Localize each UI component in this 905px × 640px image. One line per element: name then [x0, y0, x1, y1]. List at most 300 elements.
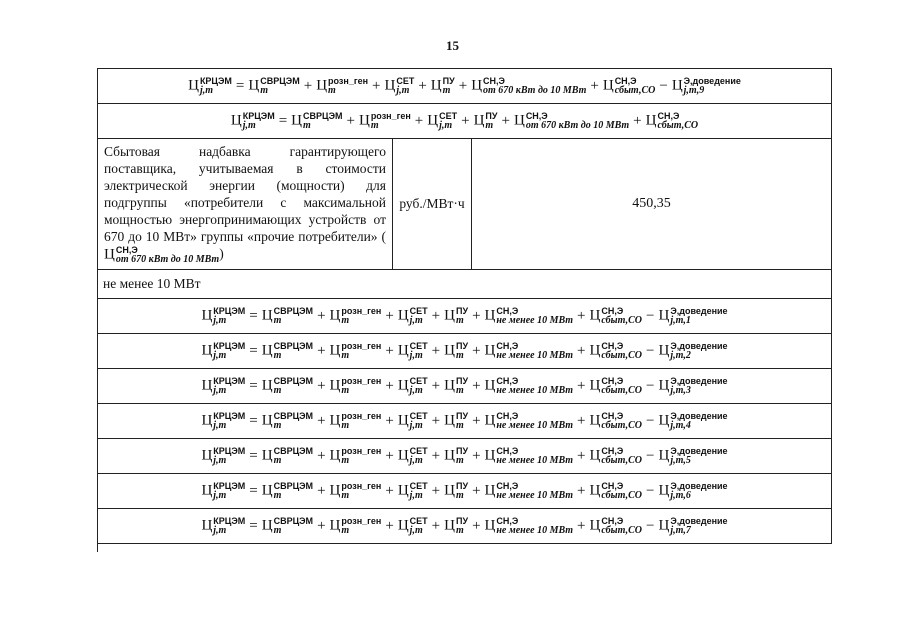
symbol-letter: Ц: [261, 342, 273, 359]
price-symbol: [485, 341, 574, 361]
subscript: сбыт,СО: [601, 420, 643, 431]
symbol-letter: Ц: [329, 412, 341, 429]
price-symbol: [444, 306, 468, 326]
symbol-scripts: [483, 76, 586, 96]
superscript: СЕТ: [439, 111, 458, 121]
symbol-letter: Ц: [444, 482, 455, 499]
formula: [188, 76, 741, 96]
symbol-scripts: [274, 516, 313, 536]
symbol-scripts: [396, 76, 414, 96]
superscript: ПУ: [455, 481, 469, 491]
symbol-scripts: [657, 111, 698, 131]
subscript: не менее 10 МВт: [496, 350, 574, 361]
operator: +: [385, 307, 394, 324]
symbol-scripts: [496, 341, 573, 361]
price-symbol: [603, 76, 656, 96]
operator: +: [414, 112, 424, 129]
price-symbol: [485, 516, 574, 536]
subscript: j,m: [409, 350, 423, 361]
operator: +: [317, 447, 326, 464]
operator: +: [372, 77, 381, 94]
table-row: [98, 104, 832, 139]
formula-cell: [98, 404, 832, 439]
symbol-scripts: [213, 341, 245, 361]
subscript: m: [455, 525, 464, 536]
superscript: СЕТ: [409, 446, 428, 456]
superscript: КРЦЭМ: [213, 306, 246, 316]
table-row: [98, 299, 832, 334]
superscript: КРЦЭМ: [242, 111, 275, 121]
subscript: не менее 10 МВт: [496, 490, 574, 501]
symbol-letter: Ц: [261, 307, 273, 324]
symbol-scripts: [328, 76, 368, 96]
price-symbol: [398, 446, 428, 466]
symbol-scripts: [371, 111, 411, 131]
price-symbol: [330, 341, 382, 361]
subscript: j,m: [213, 385, 227, 396]
symbol-letter: Ц: [397, 342, 409, 359]
subscript: от 670 кВт до 10 МВт: [525, 120, 630, 131]
superscript: Э,доведение: [670, 446, 728, 456]
superscript: СН,Э: [601, 516, 624, 526]
subscript: j,m: [213, 455, 227, 466]
price-symbol: [427, 111, 457, 131]
operator: +: [317, 412, 326, 429]
superscript: СН,Э: [614, 76, 637, 86]
subscript: m: [455, 315, 464, 326]
superscript: КРЦЭМ: [213, 446, 246, 456]
symbol-letter: Ц: [484, 517, 496, 534]
symbol-scripts: [456, 411, 468, 431]
operator: +: [577, 377, 586, 394]
superscript: Э,доведение: [670, 306, 728, 316]
table-row: [98, 439, 832, 474]
operator: +: [472, 482, 481, 499]
operator: +: [431, 342, 441, 359]
price-symbol: [330, 446, 382, 466]
price-symbol: [658, 481, 727, 501]
description-cell: [98, 139, 393, 270]
superscript: СВРЦЭМ: [273, 341, 314, 351]
symbol-letter: Ц: [397, 517, 409, 534]
price-symbol: [646, 111, 699, 131]
symbol-scripts: [213, 446, 245, 466]
symbol-letter: Ц: [248, 77, 260, 94]
subscript: m: [455, 350, 464, 361]
symbol-scripts: [496, 516, 573, 536]
operator: +: [385, 482, 394, 499]
formula-cell: [98, 69, 832, 104]
operator: +: [472, 307, 481, 324]
operator: −: [646, 517, 655, 534]
symbol-scripts: [303, 111, 342, 131]
symbol-letter: Ц: [658, 307, 670, 324]
superscript: СЕТ: [409, 516, 428, 526]
superscript: ПУ: [455, 376, 469, 386]
symbol-scripts: [601, 481, 642, 501]
symbol-letter: Ц: [471, 77, 483, 94]
price-symbol: [262, 446, 313, 466]
price-symbol: [384, 76, 414, 96]
symbol-scripts: [341, 481, 381, 501]
operator: +: [385, 447, 394, 464]
operator: +: [346, 112, 355, 129]
operator: −: [646, 377, 655, 394]
price-symbol: [262, 341, 313, 361]
superscript: СВРЦЭМ: [273, 376, 314, 386]
symbol-letter: Ц: [444, 447, 455, 464]
subscript: не менее 10 МВт: [496, 420, 574, 431]
symbol-letter: Ц: [329, 517, 341, 534]
superscript: КРЦЭМ: [199, 76, 232, 86]
symbol-letter: Ц: [397, 377, 409, 394]
subscript: m: [273, 420, 282, 431]
superscript: СН,Э: [496, 306, 519, 316]
symbol-letter: Ц: [397, 482, 409, 499]
price-symbol: [316, 76, 368, 96]
operator: +: [458, 77, 468, 94]
symbol-scripts: [200, 76, 232, 96]
price-symbol: [514, 111, 629, 131]
subscript: j,m: [409, 455, 423, 466]
subscript: m: [273, 385, 282, 396]
subscript: m: [341, 315, 350, 326]
operator: +: [472, 447, 481, 464]
symbol-letter: Ц: [589, 447, 601, 464]
price-symbol: [444, 376, 468, 396]
table-row: [98, 369, 832, 404]
superscript: СВРЦЭМ: [273, 306, 314, 316]
symbol-letter: Ц: [430, 77, 442, 94]
symbol-letter: Ц: [397, 307, 409, 324]
symbol-scripts: [410, 306, 428, 326]
price-symbol: [444, 481, 468, 501]
superscript: СВРЦЭМ: [273, 411, 314, 421]
price-symbol: [431, 76, 455, 96]
operator: +: [633, 112, 642, 129]
price-symbol: [474, 111, 498, 131]
subscript: m: [455, 385, 464, 396]
superscript: СН,Э: [601, 306, 624, 316]
formula-cell: [98, 299, 832, 334]
symbol-scripts: [615, 76, 656, 96]
subscript: не менее 10 МВт: [496, 315, 574, 326]
symbol-letter: Ц: [261, 517, 273, 534]
subscript: m: [341, 385, 350, 396]
subscript: m: [341, 490, 350, 501]
operator: +: [431, 307, 441, 324]
superscript: СЕТ: [409, 481, 428, 491]
subscript: m: [273, 455, 282, 466]
symbol-letter: Ц: [602, 77, 614, 94]
operator: +: [385, 377, 394, 394]
price-symbol: [188, 76, 232, 96]
operator: +: [317, 482, 326, 499]
symbol-scripts: [601, 516, 642, 536]
superscript: ПУ: [455, 306, 469, 316]
symbol-letter: Ц: [329, 447, 341, 464]
subscript: m: [455, 420, 464, 431]
subscript: сбыт,СО: [601, 350, 643, 361]
superscript: СН,Э: [601, 411, 624, 421]
subscript: j,m,1: [670, 315, 691, 326]
symbol-letter: Ц: [658, 377, 670, 394]
superscript: СН,Э: [657, 111, 680, 121]
symbol-letter: Ц: [645, 112, 657, 129]
subscript: сбыт,СО: [601, 385, 643, 396]
symbol-letter: Ц: [589, 482, 601, 499]
symbol-letter: Ц: [427, 112, 439, 129]
superscript: СЕТ: [409, 341, 428, 351]
price-symbol: [485, 306, 574, 326]
symbol-letter: Ц: [444, 412, 455, 429]
symbol-letter: Ц: [589, 517, 601, 534]
price-symbol: [398, 411, 428, 431]
superscript: КРЦЭМ: [213, 376, 246, 386]
superscript: розн_ген: [328, 76, 369, 86]
symbol-scripts: [274, 481, 313, 501]
symbol-scripts: [601, 341, 642, 361]
price-symbol: [398, 481, 428, 501]
symbol-letter: Ц: [188, 77, 199, 94]
subscript: m: [485, 120, 494, 131]
symbol-scripts: [341, 341, 381, 361]
symbol-scripts: [456, 516, 468, 536]
subscript: сбыт,СО: [657, 120, 699, 131]
price-symbol: [485, 446, 574, 466]
superscript: розн_ген: [341, 306, 382, 316]
symbol-scripts: [341, 446, 381, 466]
symbol-letter: Ц: [261, 377, 273, 394]
symbol-letter: Ц: [671, 77, 683, 94]
superscript: розн_ген: [341, 411, 382, 421]
symbol-letter: Ц: [658, 412, 670, 429]
symbol-letter: Ц: [513, 112, 525, 129]
symbol-letter: Ц: [658, 482, 670, 499]
subscript: j,m: [409, 490, 423, 501]
symbol-scripts: [213, 376, 245, 396]
symbol-letter: Ц: [291, 112, 303, 129]
superscript: Э,доведение: [670, 411, 728, 421]
operator: +: [431, 482, 441, 499]
symbol-letter: Ц: [329, 342, 341, 359]
superscript: розн_ген: [341, 341, 382, 351]
superscript: ПУ: [442, 76, 455, 86]
price-symbol: [444, 341, 468, 361]
symbol-scripts: [684, 76, 741, 96]
symbol-letter: Ц: [261, 412, 273, 429]
price-symbol: [248, 76, 299, 96]
formula-cell: [98, 474, 832, 509]
symbol-letter: Ц: [658, 342, 670, 359]
symbol-letter: Ц: [658, 447, 670, 464]
price-symbol: [330, 306, 382, 326]
symbol-letter: Ц: [444, 377, 455, 394]
operator: +: [590, 77, 599, 94]
operator: +: [418, 77, 427, 94]
subscript: j,m: [409, 420, 423, 431]
symbol-scripts: [243, 111, 275, 131]
formula-cell: [98, 439, 832, 474]
symbol-scripts: [341, 306, 381, 326]
operator: −: [646, 412, 655, 429]
subscript: m: [455, 455, 464, 466]
formula: [201, 481, 727, 501]
symbol-letter: Ц: [397, 412, 409, 429]
price-symbol: [590, 446, 643, 466]
symbol-scripts: [601, 411, 642, 431]
operator: =: [249, 517, 258, 534]
symbol-letter: Ц: [589, 412, 601, 429]
symbol-letter: Ц: [484, 412, 496, 429]
price-symbol: [291, 111, 342, 131]
superscript: Э,доведение: [670, 341, 728, 351]
subscript: сбыт,СО: [601, 525, 643, 536]
superscript: СН,Э: [601, 341, 624, 351]
superscript: КРЦЭМ: [213, 481, 246, 491]
superscript: КРЦЭМ: [213, 411, 246, 421]
superscript: СН,Э: [496, 341, 519, 351]
price-symbol: [590, 411, 643, 431]
price-symbol: [658, 516, 727, 536]
price-symbol: [590, 376, 643, 396]
symbol-scripts: [443, 76, 455, 96]
symbol-scripts: [274, 306, 313, 326]
symbol-scripts: [670, 481, 727, 501]
operator: −: [659, 77, 668, 94]
symbol-letter: Ц: [201, 482, 213, 499]
price-symbol: [201, 446, 245, 466]
operator: =: [249, 342, 258, 359]
subscript: j,m,3: [670, 385, 691, 396]
table-row: [98, 474, 832, 509]
subscript: m: [341, 525, 350, 536]
operator: =: [249, 447, 258, 464]
symbol-scripts: [496, 446, 573, 466]
operator: −: [646, 342, 655, 359]
price-symbol: [658, 411, 727, 431]
operator: =: [249, 377, 258, 394]
operator: +: [431, 377, 441, 394]
formula: [201, 306, 727, 326]
superscript: ПУ: [455, 446, 469, 456]
symbol-scripts: [410, 411, 428, 431]
price-symbol: [330, 516, 382, 536]
superscript: СВРЦЭМ: [273, 481, 314, 491]
symbol-letter: Ц: [104, 246, 115, 263]
price-symbol: [201, 306, 245, 326]
superscript: СН,Э: [601, 376, 624, 386]
price-symbol: [658, 376, 727, 396]
symbol-letter: Ц: [201, 517, 213, 534]
price-symbol: [590, 341, 643, 361]
superscript: СВРЦЭМ: [273, 516, 314, 526]
superscript: КРЦЭМ: [213, 341, 246, 351]
subscript: m: [341, 455, 350, 466]
operator: −: [646, 447, 655, 464]
symbol-letter: Ц: [397, 447, 409, 464]
operator: =: [249, 482, 258, 499]
subscript: m: [455, 490, 464, 501]
price-symbol: [398, 376, 428, 396]
superscript: СН,Э: [525, 111, 548, 121]
subscript: m: [341, 420, 350, 431]
symbol-letter: Ц: [484, 482, 496, 499]
superscript: СЕТ: [409, 306, 428, 316]
symbol-scripts: [410, 481, 428, 501]
formula: [201, 376, 727, 396]
price-symbol: [398, 341, 428, 361]
page-number: 15: [446, 38, 459, 53]
subscript: j,m,5: [670, 455, 691, 466]
operator: +: [317, 377, 326, 394]
price-symbol: [444, 446, 468, 466]
superscript: ПУ: [455, 516, 469, 526]
table-row: [98, 69, 832, 104]
symbol-letter: Ц: [484, 342, 496, 359]
price-symbol: [658, 306, 727, 326]
table-row: [98, 334, 832, 369]
subscript: j,m,4: [670, 420, 691, 431]
subscript: j,m: [409, 525, 423, 536]
symbol-scripts: [670, 446, 727, 466]
superscript: СЕТ: [409, 376, 428, 386]
formula-cell: [98, 104, 832, 139]
operator: +: [317, 342, 326, 359]
price-symbol: [590, 481, 643, 501]
operator: +: [431, 517, 441, 534]
superscript: розн_ген: [341, 376, 382, 386]
price-symbol: [262, 306, 313, 326]
operator: +: [577, 482, 586, 499]
symbol-scripts: [496, 306, 573, 326]
symbol-letter: Ц: [589, 307, 601, 324]
superscript: Э,доведение: [670, 376, 728, 386]
symbol-letter: Ц: [358, 112, 370, 129]
operator: =: [249, 307, 258, 324]
symbol-scripts: [410, 446, 428, 466]
symbol-letter: Ц: [201, 412, 213, 429]
symbol-scripts: [456, 306, 468, 326]
symbol-scripts: [274, 341, 313, 361]
symbol-scripts: [496, 411, 573, 431]
operator: +: [461, 112, 470, 129]
table-row: [98, 509, 832, 544]
superscript: ПУ: [485, 111, 498, 121]
symbol-letter: Ц: [316, 77, 328, 94]
superscript: СН,Э: [601, 446, 624, 456]
formula-cell: [98, 509, 832, 544]
symbol-scripts: [456, 446, 468, 466]
symbol-scripts: [410, 376, 428, 396]
price-symbol: [658, 341, 727, 361]
tariff-table: [97, 68, 832, 544]
superscript: розн_ген: [370, 111, 411, 121]
symbol-scripts: [670, 516, 727, 536]
operator: +: [472, 342, 481, 359]
superscript: розн_ген: [341, 481, 382, 491]
subscript: m: [328, 85, 336, 96]
superscript: СН,Э: [115, 245, 138, 255]
symbol-letter: Ц: [444, 307, 455, 324]
subscript: m: [260, 85, 269, 96]
superscript: СН,Э: [496, 516, 519, 526]
symbol-scripts: [456, 481, 468, 501]
table-row: [98, 270, 832, 299]
symbol-scripts: [341, 516, 381, 536]
formula: [231, 111, 698, 131]
operator: +: [303, 77, 313, 94]
